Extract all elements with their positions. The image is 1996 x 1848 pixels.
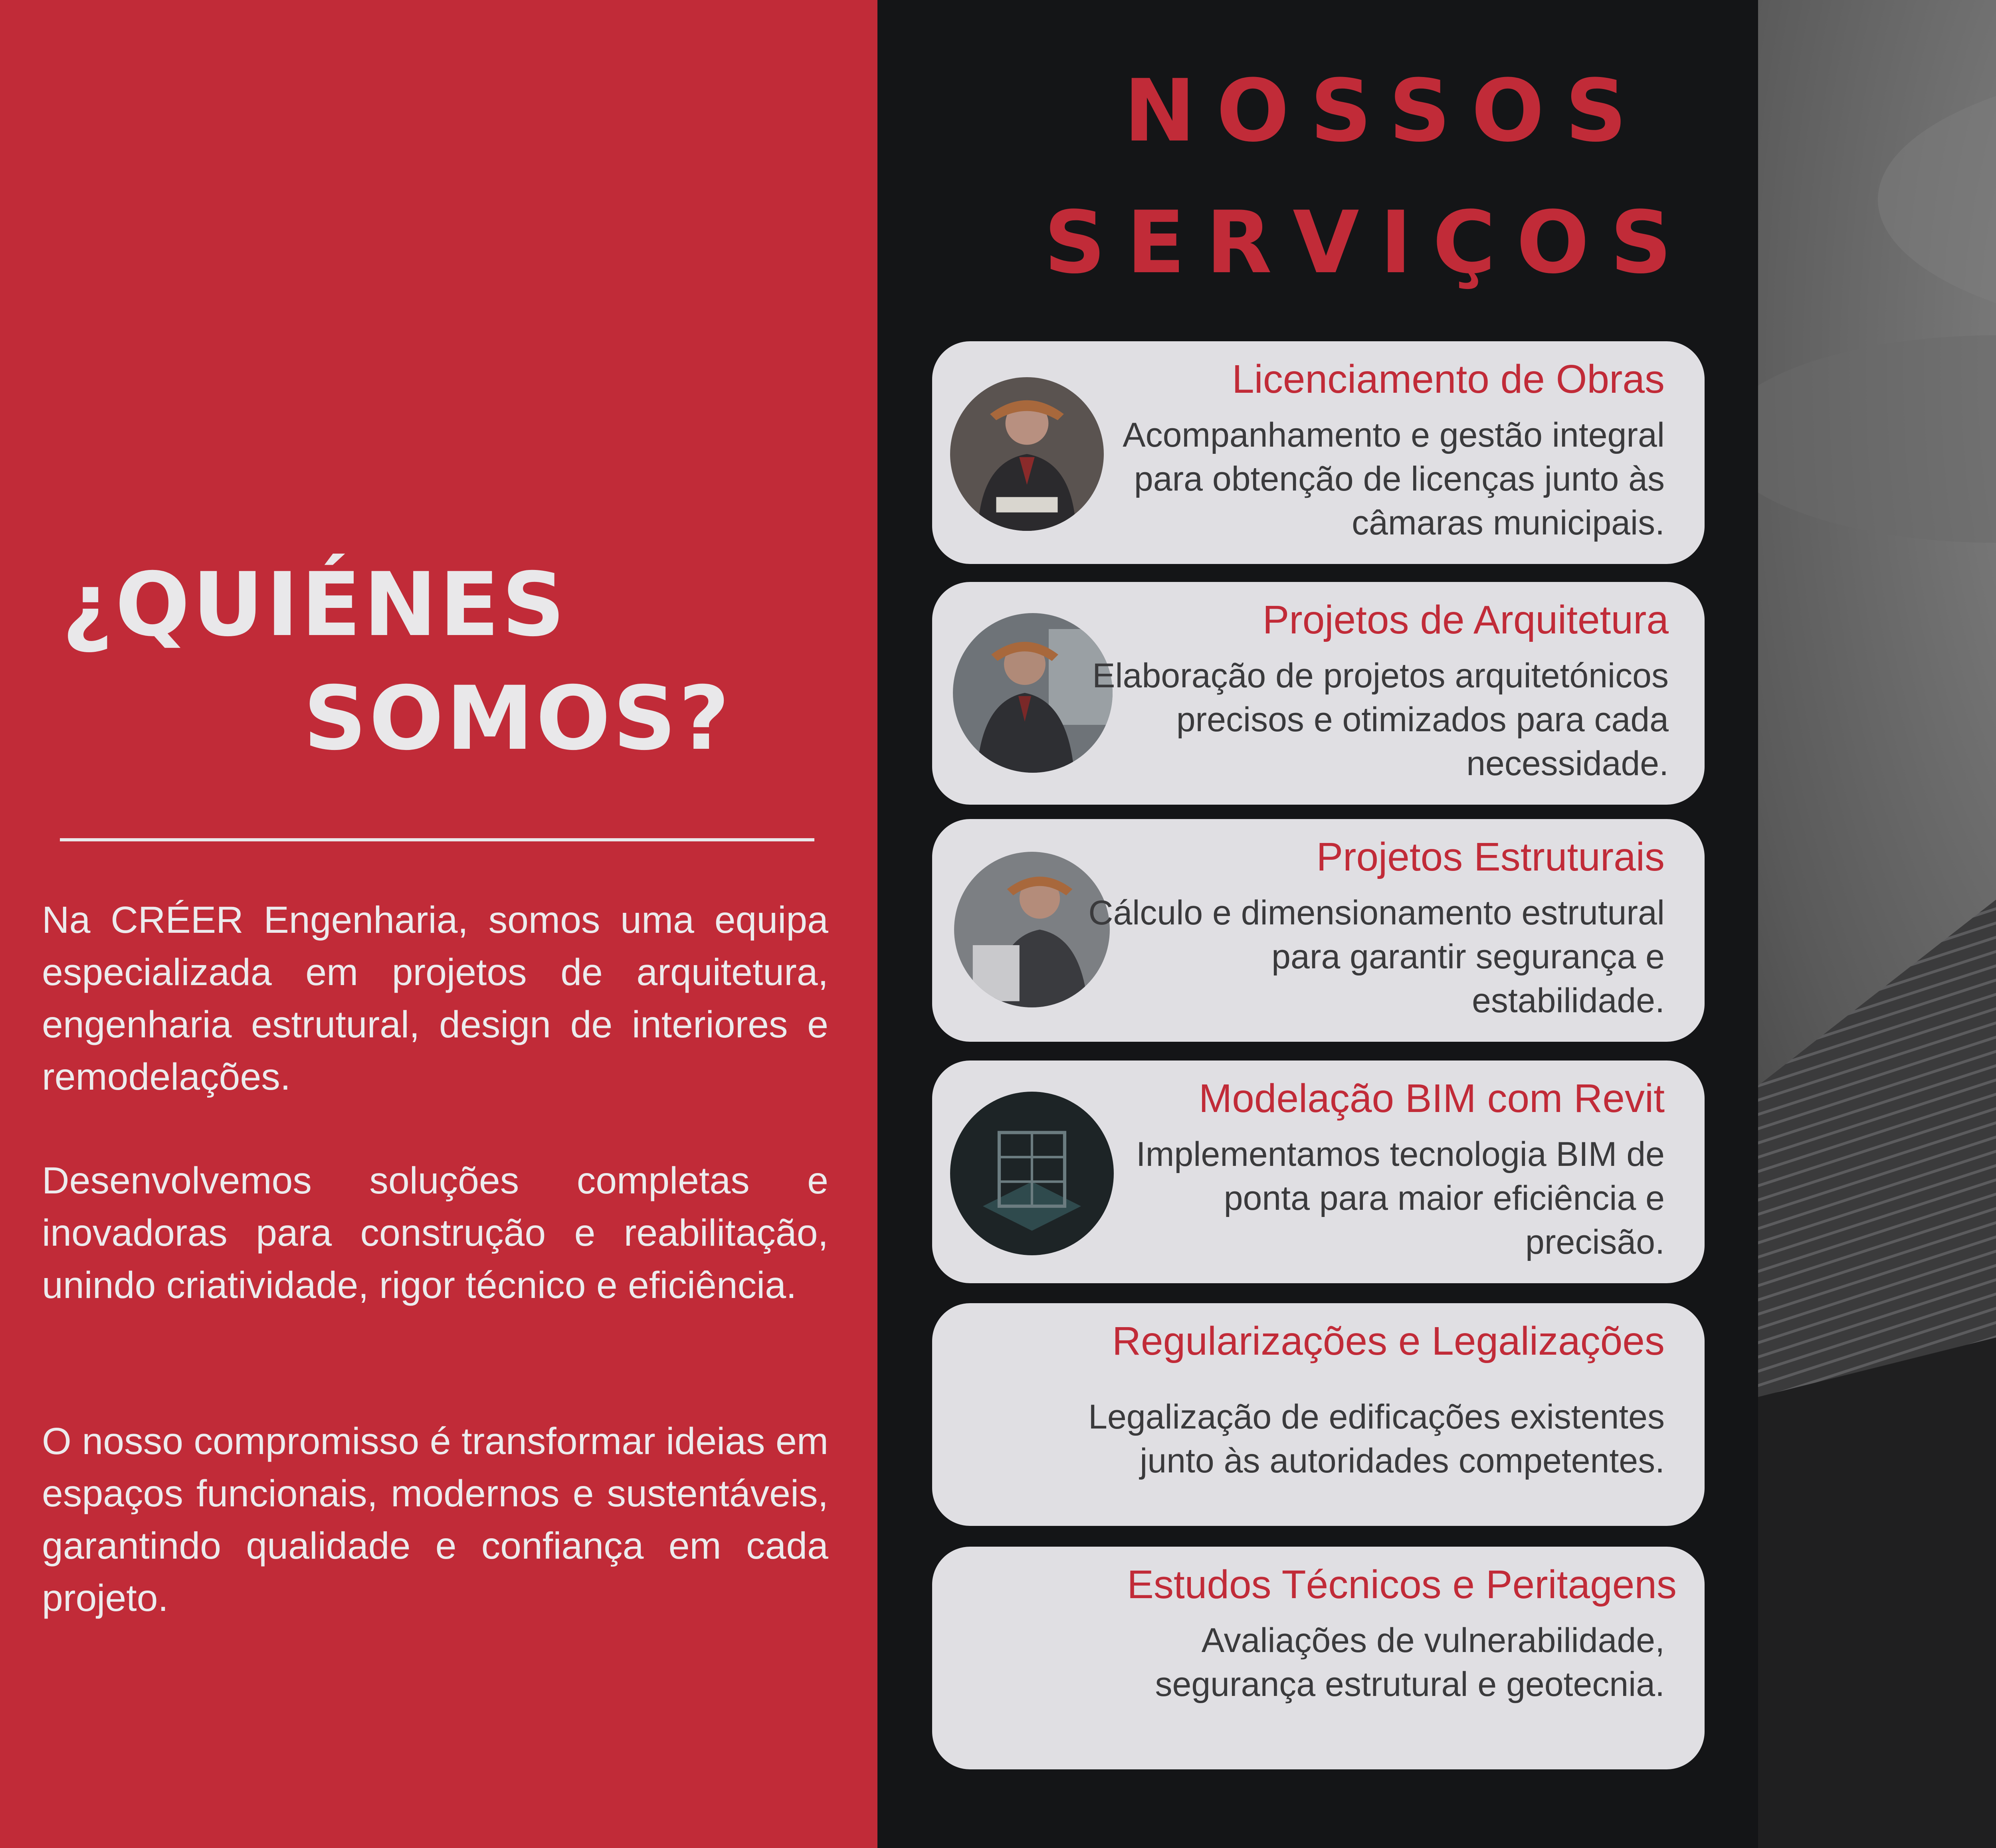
service-title: Projetos Estruturais <box>1316 835 1665 879</box>
services-title-line1: NOSSOS <box>1124 61 1648 161</box>
about-paragraph-2: Desenvolvemos soluções completas e inovadoras para construção e reabilitação, unindo criatividade, rigor técnico e eficiência. <box>42 1159 828 1306</box>
service-description: Acompanhamento e gestão integral para obtenção de licenças junto às câmaras municipais. <box>1123 416 1665 542</box>
engineer-photo <box>950 377 1104 531</box>
service-card-regularization <box>932 1303 1705 1526</box>
about-panel <box>0 0 877 1848</box>
service-card-bim <box>932 1061 1705 1283</box>
service-card-architecture <box>932 582 1705 805</box>
service-title: Estudos Técnicos e Peritagens <box>1127 1562 1677 1607</box>
about-heading-line1: ¿QUIÉNES <box>62 554 568 656</box>
service-description: Implementamos tecnologia BIM de ponta para maior eficiência e precisão. <box>1136 1135 1665 1261</box>
building-photo <box>1758 0 1996 1848</box>
service-title: Licenciamento de Obras <box>1232 357 1665 402</box>
service-description: Avaliações de vulnerabilidade, segurança estrutural e geotecnia. <box>1155 1621 1665 1704</box>
service-description: Cálculo e dimensionamento estrutural para garantir segurança e estabilidade. <box>1088 894 1665 1020</box>
about-paragraph-1: Na CRÉER Engenharia, somos uma equipa especializada em projetos de arquitetura, engenharia estrutural, design de interiores e remodelações. <box>42 899 828 1098</box>
skyscraper-image <box>1758 0 1996 1848</box>
service-card-structural <box>932 819 1705 1042</box>
about-heading-line2: SOMOS? <box>303 667 732 770</box>
service-title: Modelação BIM com Revit <box>1198 1076 1665 1121</box>
service-description: Legalização de edificações existentes junto às autoridades competentes. <box>1088 1398 1665 1480</box>
engineer-photo <box>953 613 1113 773</box>
service-card-licensing <box>932 341 1705 564</box>
service-card-technical-studies <box>932 1547 1705 1769</box>
service-title: Regularizações e Legalizações <box>1112 1319 1665 1363</box>
about-paragraph-3: O nosso compromisso é transformar ideias em espaços funcionais, modernos e sustentáveis, garantindo qualidade e confiança em cada projeto. <box>42 1420 828 1619</box>
service-description: Elaboração de projetos arquitetónicos precisos e otimizados para cada necessidade. <box>1092 657 1669 783</box>
service-title: Projetos de Arquitetura <box>1262 598 1669 642</box>
heading-divider <box>60 838 814 841</box>
services-title-line2: SERVIÇOS <box>1044 192 1693 293</box>
